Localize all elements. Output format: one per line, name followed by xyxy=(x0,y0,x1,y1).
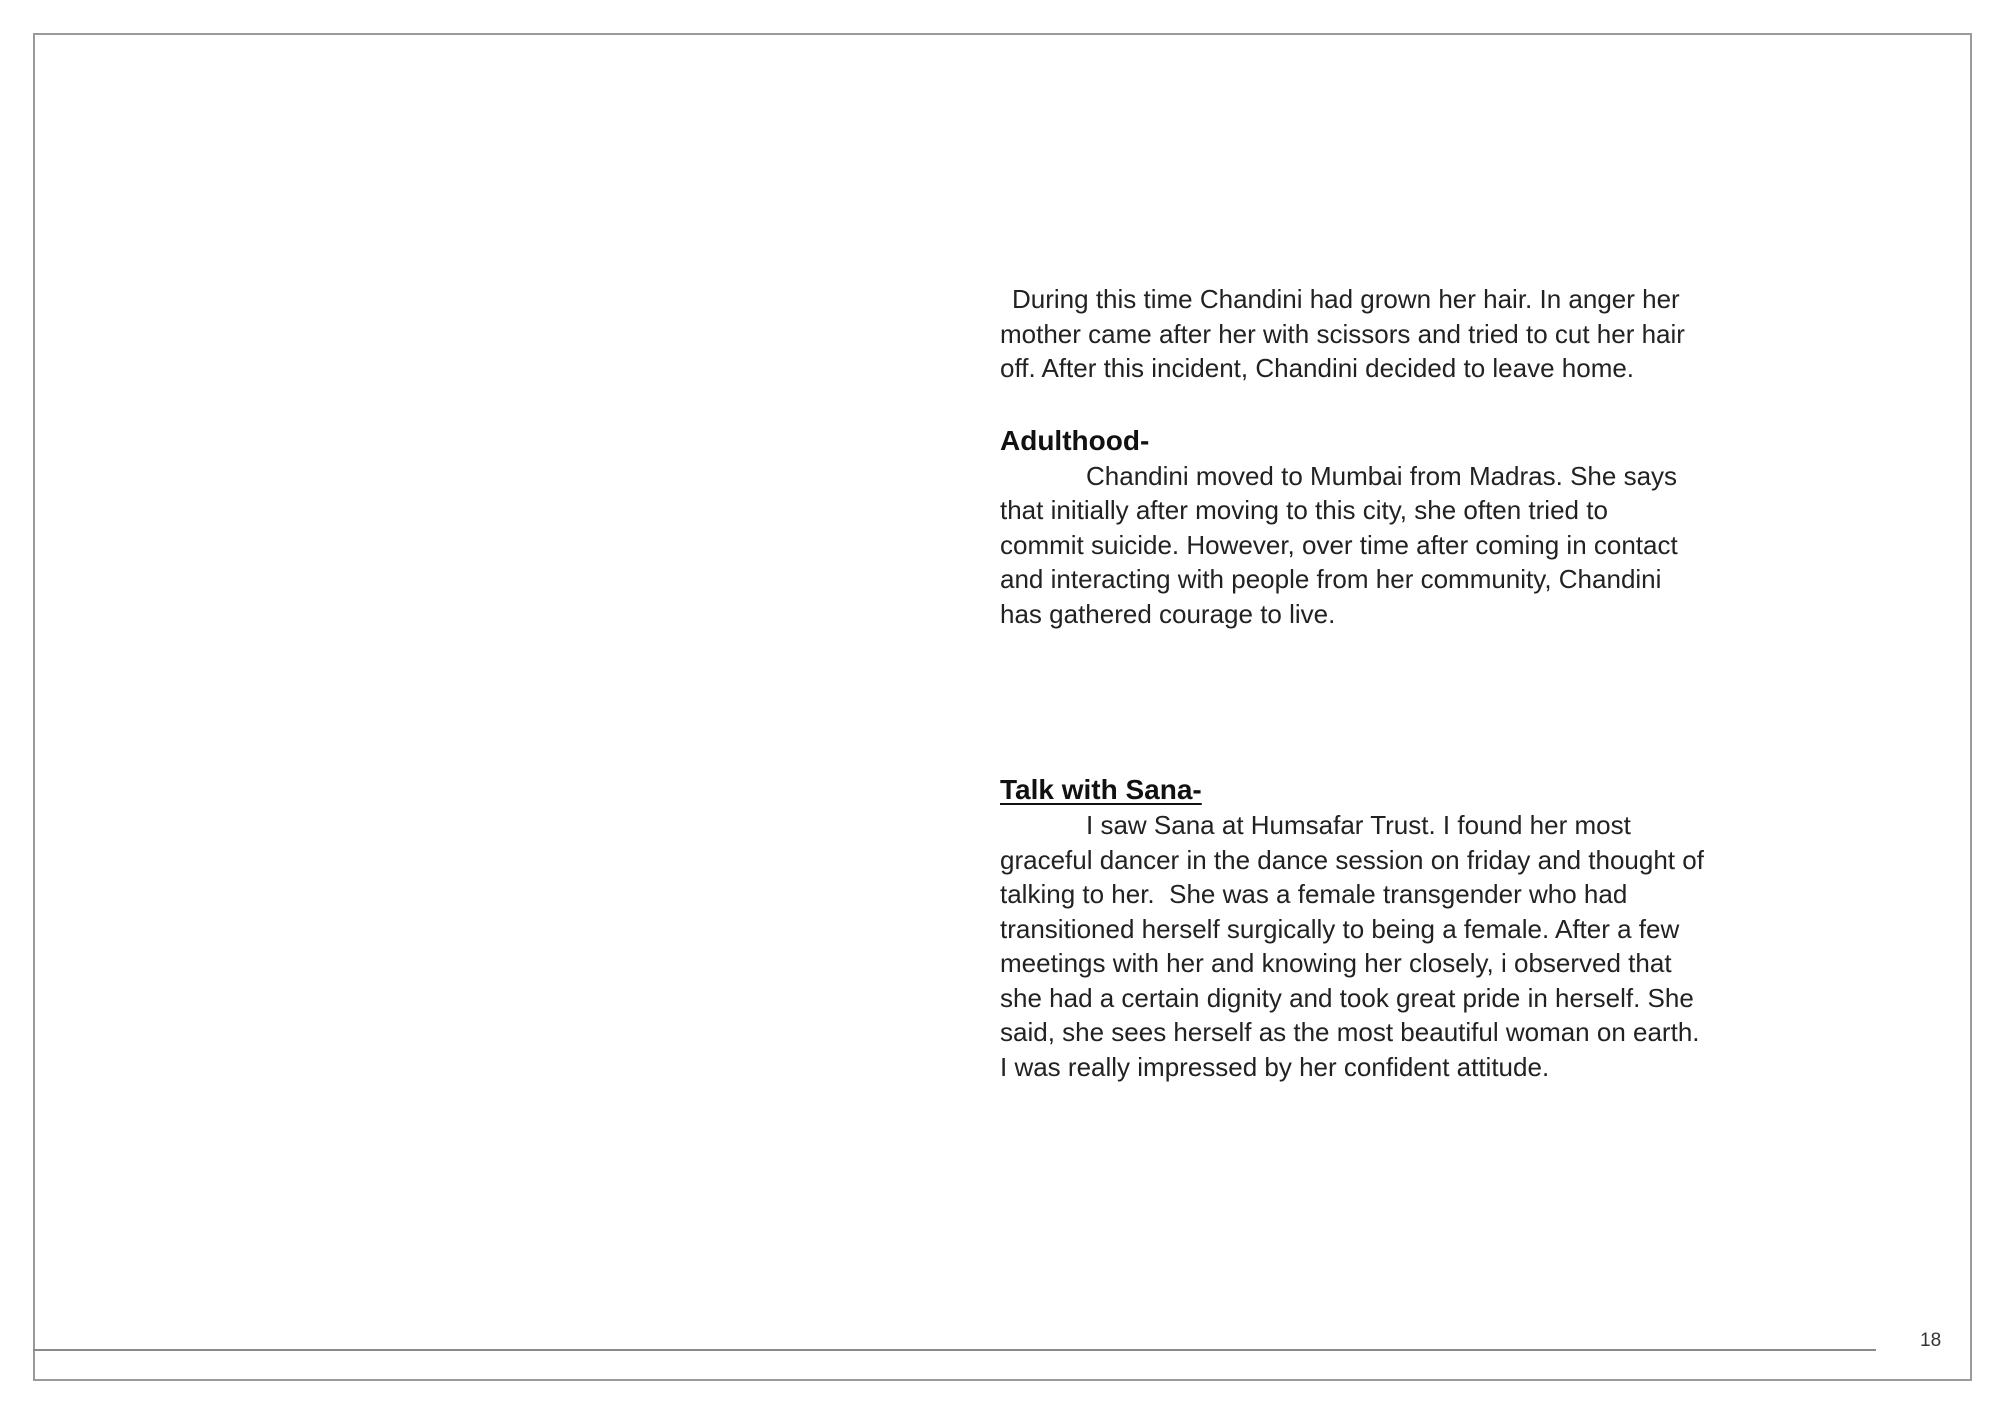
talk-with-sana-paragraph xyxy=(1000,808,1760,1084)
intro-paragraph xyxy=(1000,282,1760,386)
sana-line-1: I saw Sana at Humsafar Trust. I found her most xyxy=(1086,810,1631,840)
sana-line-7: said, she sees herself as the most beautiful woman on earth. xyxy=(1000,1017,1700,1047)
adulthood-heading: Adulthood- xyxy=(1000,424,1150,456)
sana-line-5: meetings with her and knowing her closely, i observed that xyxy=(1000,948,1672,978)
adulthood-line-5: has gathered courage to live. xyxy=(1000,598,1336,629)
intro-line-2: mother came after her with scissors and tried to cut her hair xyxy=(1000,318,1685,349)
talk-with-sana-heading-text: Talk with Sana- xyxy=(1000,774,1202,805)
adulthood-line-4: and interacting with people from her community, Chandini xyxy=(1000,564,1662,594)
adulthood-line-3: commit suicide. However, over time after coming in contact xyxy=(1000,529,1678,560)
adulthood-line-2: that initially after moving to this city, she often tried to xyxy=(1000,495,1608,525)
sana-line-8: I was really impressed by her conﬁdent attitude. xyxy=(1000,1051,1550,1082)
sana-line-6: she had a certain dignity and took great pride in herself. She xyxy=(1000,982,1694,1013)
page-number: 18 xyxy=(1920,1330,1942,1351)
intro-line-3: off. After this incident, Chandini decided to leave home. xyxy=(1000,353,1635,383)
adulthood-line-1: Chandini moved to Mumbai from Madras. She says xyxy=(1086,460,1678,491)
footer-rule xyxy=(33,1349,1876,1351)
sana-line-2: graceful dancer in the dance session on friday and thought of xyxy=(1000,844,1704,875)
sana-line-3: talking to her. She was a female transgender who had xyxy=(1000,879,1628,909)
intro-line-1: During this time Chandini had grown her hair. In anger her xyxy=(1012,284,1680,314)
adulthood-paragraph xyxy=(1000,459,1760,632)
text-column xyxy=(1000,282,1760,1084)
talk-with-sana-heading xyxy=(1000,772,1760,808)
sana-line-4: transitioned herself surgically to being a female. After a few xyxy=(1000,913,1680,944)
